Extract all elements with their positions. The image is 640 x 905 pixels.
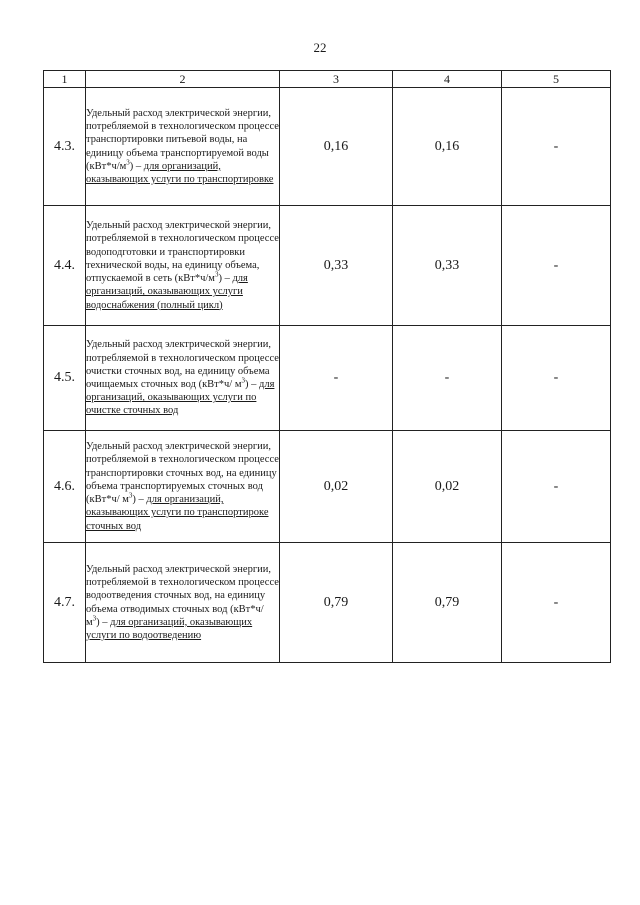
value-col-5: - xyxy=(502,206,611,326)
description-text-after: ) – xyxy=(96,616,111,628)
table-row xyxy=(44,326,611,431)
value-col-4: 0,02 xyxy=(393,431,502,543)
organization-scope: для организаций, оказывающих услуги по транспортировке xyxy=(86,160,274,185)
row-number: 4.4. xyxy=(44,206,86,326)
description-text-after: ) – xyxy=(245,379,259,390)
unit-superscript: 3 xyxy=(92,614,97,623)
table-row xyxy=(44,431,611,543)
value-col-5: - xyxy=(502,431,611,543)
organization-scope: для организаций, оказывающих услуги по транспортироке сточных вод xyxy=(86,494,269,532)
description-text-after: ) – xyxy=(129,160,144,172)
row-number: 4.6. xyxy=(44,431,86,543)
page-number: 22 xyxy=(313,40,327,55)
value-col-5: - xyxy=(502,88,611,206)
description-text: Удельный расход электрической энергии, потребляемой в технологическом процессе транспортировки питьевой воды, на единицу объема транспортируемой воды (кВт*ч/м xyxy=(86,107,279,172)
row-description xyxy=(86,431,280,543)
row-description xyxy=(86,88,280,206)
unit-superscript: 3 xyxy=(241,376,245,385)
value-col-3: - xyxy=(280,326,393,431)
row-number: 4.3. xyxy=(44,88,86,206)
value-col-5: - xyxy=(502,543,611,663)
value-col-3: 0,79 xyxy=(280,543,393,663)
value-col-4: - xyxy=(393,326,502,431)
value-col-3: 0,02 xyxy=(280,431,393,543)
description-text-after: ) – xyxy=(218,273,233,285)
organization-scope: для организаций, оказывающих услуги водоснабжения (полный цикл) xyxy=(86,273,248,311)
table-header-row xyxy=(44,71,611,88)
table-row xyxy=(44,543,611,663)
unit-superscript: 3 xyxy=(128,491,133,500)
description-text: Удельный расход электрической энергии, потребляемой в технологическом процессе очистки сточных вод, на единицу объема очищаемых сточных вод (кВт*ч/ м xyxy=(86,339,279,390)
value-col-4: 0,33 xyxy=(393,206,502,326)
indicators-table xyxy=(43,70,611,663)
row-number: 4.7. xyxy=(44,543,86,663)
value-col-5: - xyxy=(502,326,611,431)
header-col-2: 2 xyxy=(86,71,280,88)
row-description xyxy=(86,326,280,431)
value-col-3: 0,16 xyxy=(280,88,393,206)
value-col-3: 0,33 xyxy=(280,206,393,326)
value-col-4: 0,16 xyxy=(393,88,502,206)
description-text-after: ) – xyxy=(132,494,147,506)
value-col-4: 0,79 xyxy=(393,543,502,663)
row-description xyxy=(86,543,280,663)
table-row xyxy=(44,206,611,326)
description-text: Удельный расход электрической энергии, потребляемой в технологическом процессе водоподготовки и транспортировки технической воды, на единицу объема, отпускаемой в сеть (кВт*ч/м xyxy=(86,220,279,285)
unit-superscript: 3 xyxy=(126,158,130,167)
row-number: 4.5. xyxy=(44,326,86,431)
table-row xyxy=(44,88,611,206)
header-col-1: 1 xyxy=(44,71,86,88)
organization-scope: для организаций, оказывающих услуги по очистке сточных вод xyxy=(86,379,275,417)
header-col-5: 5 xyxy=(502,71,611,88)
description-text: Удельный расход электрической энергии, потребляемой в технологическом процессе транспортировки сточных вод, на единицу объема транспортируемых сточных вод (кВт*ч/ м xyxy=(86,441,279,506)
header-col-3: 3 xyxy=(280,71,393,88)
organization-scope: для организаций, оказывающих услуги по водоотведению xyxy=(86,616,253,641)
description-text: Удельный расход электрической энергии, потребляемой в технологическом процессе водоотведения сточных вод, на единицу объема отводимых сточных вод (кВт*ч/ м xyxy=(86,563,279,628)
row-description xyxy=(86,206,280,326)
header-col-4: 4 xyxy=(393,71,502,88)
unit-superscript: 3 xyxy=(214,270,219,279)
